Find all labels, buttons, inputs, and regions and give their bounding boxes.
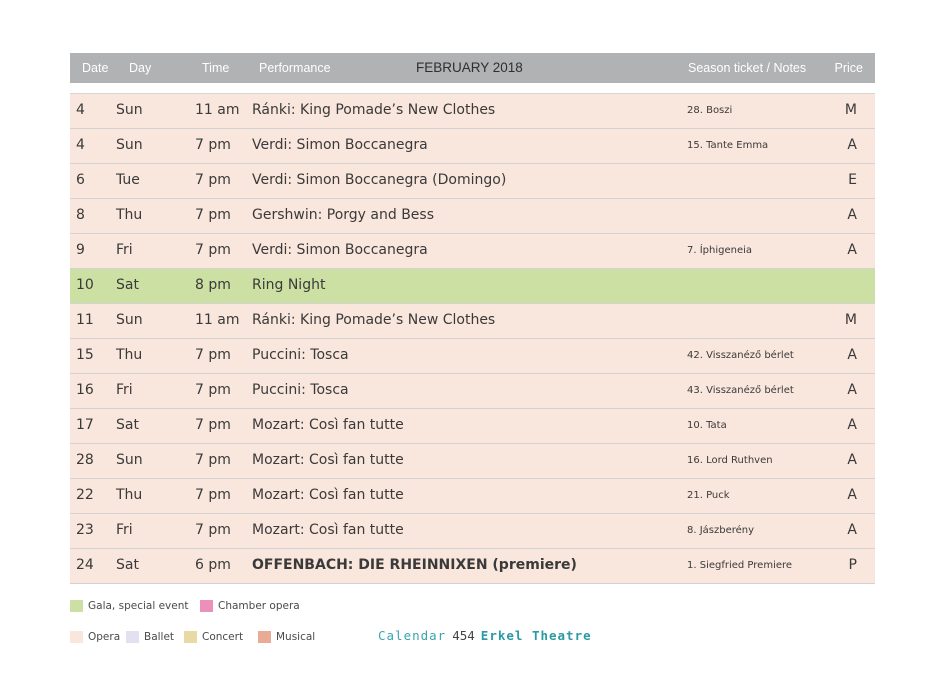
row-time: 7 pm (195, 382, 231, 398)
table-body (70, 94, 875, 584)
row-time: 7 pm (195, 487, 231, 503)
table-row (70, 269, 875, 304)
row-performance: Mozart: Così fan tutte (252, 487, 404, 503)
row-day: Sun (116, 452, 143, 468)
row-time: 7 pm (195, 137, 231, 153)
schedule-table (70, 53, 875, 584)
table-row (70, 199, 875, 234)
header-performance: Performance (259, 61, 331, 75)
row-price: M (844, 312, 857, 328)
row-day: Sun (116, 137, 143, 153)
row-performance: Mozart: Così fan tutte (252, 452, 404, 468)
legend-swatch (70, 600, 83, 612)
row-performance: Verdi: Simon Boccanegra (Domingo) (252, 172, 507, 188)
legend-swatch (258, 631, 271, 643)
row-time: 11 am (195, 312, 240, 328)
row-price: A (847, 137, 857, 153)
row-time: 7 pm (195, 417, 231, 433)
table-row (70, 374, 875, 409)
row-performance: OFFENBACH: DIE RHEINNIXEN (premiere) (252, 557, 577, 573)
row-date: 8 (76, 207, 85, 223)
row-day: Sat (116, 417, 139, 433)
row-performance: Ránki: King Pomade’s New Clothes (252, 102, 496, 118)
legend-swatch (70, 631, 83, 643)
row-date: 24 (76, 557, 94, 573)
table-header (70, 53, 875, 83)
row-price: A (847, 347, 857, 363)
page-number: 454 (452, 628, 475, 643)
row-time: 7 pm (195, 172, 231, 188)
row-price: A (847, 382, 857, 398)
row-time: 7 pm (195, 522, 231, 538)
row-performance: Puccini: Tosca (252, 382, 349, 398)
header-price: Price (834, 61, 863, 75)
row-date: 9 (76, 242, 85, 258)
legend-label: Chamber opera (218, 600, 300, 612)
row-performance: Ránki: King Pomade’s New Clothes (252, 312, 496, 328)
page-footer (378, 628, 592, 643)
row-price: A (847, 487, 857, 503)
row-date: 28 (76, 452, 94, 468)
table-row (70, 129, 875, 164)
row-day: Sun (116, 312, 143, 328)
table-row (70, 409, 875, 444)
row-time: 7 pm (195, 242, 231, 258)
footer-theatre: Erkel Theatre (480, 628, 592, 643)
row-date: 10 (76, 277, 94, 293)
row-performance: Gershwin: Porgy and Bess (252, 207, 434, 223)
row-day: Fri (116, 382, 133, 398)
row-time: 6 pm (195, 557, 231, 573)
header-day: Day (129, 61, 152, 75)
row-price: A (847, 452, 857, 468)
header-time: Time (202, 61, 230, 75)
row-date: 23 (76, 522, 94, 538)
table-row (70, 549, 875, 584)
row-day: Tue (116, 172, 140, 188)
legend-swatch (184, 631, 197, 643)
row-price: P (848, 557, 857, 573)
row-notes: 8. Jászberény (687, 525, 755, 536)
row-performance: Puccini: Tosca (252, 347, 349, 363)
row-time: 11 am (195, 102, 240, 118)
row-performance: Mozart: Così fan tutte (252, 417, 404, 433)
row-price: A (847, 242, 857, 258)
row-day: Sat (116, 277, 139, 293)
row-day: Sat (116, 557, 139, 573)
row-notes: 1. Siegfried Premiere (687, 560, 793, 571)
row-performance: Verdi: Simon Boccanegra (252, 137, 428, 153)
row-time: 7 pm (195, 207, 231, 223)
row-notes: 42. Visszanéző bérlet (687, 350, 794, 361)
row-day: Thu (116, 347, 143, 363)
row-price: A (847, 417, 857, 433)
row-time: 7 pm (195, 347, 231, 363)
row-performance: Mozart: Così fan tutte (252, 522, 404, 538)
row-notes: 15. Tante Emma (687, 140, 769, 151)
row-notes: 43. Visszanéző bérlet (687, 385, 794, 396)
row-notes: 28. Boszi (687, 105, 733, 116)
row-date: 17 (76, 417, 94, 433)
legend-label: Opera (88, 631, 121, 643)
legend-label: Musical (276, 631, 316, 643)
row-date: 16 (76, 382, 94, 398)
table-row (70, 164, 875, 199)
header-month: FEBRUARY 2018 (416, 60, 523, 75)
legend-swatch (126, 631, 139, 643)
row-performance: Ring Night (252, 277, 326, 293)
legend-label: Ballet (144, 631, 175, 643)
legend-label: Concert (202, 631, 244, 643)
legend-swatch (200, 600, 213, 612)
row-day: Thu (116, 207, 143, 223)
table-row (70, 339, 875, 374)
row-price: A (847, 207, 857, 223)
row-price: A (847, 522, 857, 538)
row-day: Fri (116, 522, 133, 538)
row-date: 22 (76, 487, 94, 503)
row-date: 6 (76, 172, 85, 188)
row-price: E (848, 172, 857, 188)
row-time: 8 pm (195, 277, 231, 293)
table-row (70, 94, 875, 129)
table-row (70, 234, 875, 269)
header-date: Date (82, 61, 109, 75)
row-notes: 10. Tata (687, 420, 727, 431)
header-notes: Season ticket / Notes (688, 61, 807, 75)
row-notes: 7. Íphigeneia (687, 245, 753, 256)
row-day: Sun (116, 102, 143, 118)
row-date: 4 (76, 137, 85, 153)
table-row (70, 304, 875, 339)
legend-label: Gala, special event (88, 600, 189, 612)
table-row (70, 479, 875, 514)
row-time: 7 pm (195, 452, 231, 468)
header-gap (70, 83, 875, 94)
footer-calendar: Calendar (378, 628, 447, 643)
row-performance: Verdi: Simon Boccanegra (252, 242, 428, 258)
row-notes: 21. Puck (687, 490, 730, 501)
table-row (70, 514, 875, 549)
row-notes: 16. Lord Ruthven (687, 455, 773, 466)
row-price: M (844, 102, 857, 118)
row-day: Thu (116, 487, 143, 503)
row-date: 15 (76, 347, 94, 363)
table-row (70, 444, 875, 479)
row-date: 4 (76, 102, 85, 118)
row-date: 11 (76, 312, 94, 328)
row-day: Fri (116, 242, 133, 258)
